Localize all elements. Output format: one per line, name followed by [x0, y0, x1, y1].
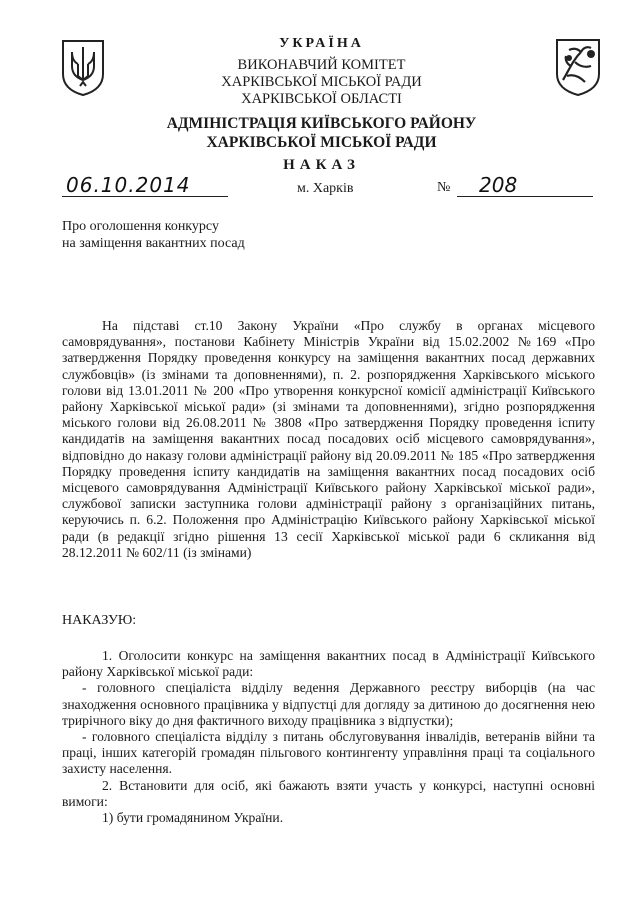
item-2-requirement-1: 1) бути громадянином України. [102, 810, 284, 826]
country-name: УКРАЇНА [279, 36, 364, 51]
item-1: 1. Оголосити конкурс на заміщення вакантних посад в Адміністрації Київського району Харківської міської ради: [62, 648, 595, 680]
order-word: НАКАЗУЮ: [62, 613, 137, 628]
order-subject: Про оголошення конкурсу на заміщення вакантних посад [62, 219, 245, 251]
item-1-position-b: - головного спеціаліста відділу з питань обслуговування інвалідів, ветеранів війни та праці, інших категорій громадян пільгового контингенту управління праці та соціального захисту населення. [62, 729, 595, 777]
order-items [62, 648, 595, 826]
administration-name: АДМІНІСТРАЦІЯ КИЇВСЬКОГО РАЙОНУ ХАРКІВСЬКОЇ МІСЬКОЇ РАДИ [166, 115, 477, 151]
handwritten-number: 208 [479, 173, 518, 197]
number-label: № [437, 180, 451, 195]
item-2: 2. Встановити для осіб, які бажають взяти участь у конкурсі, наступні основні вимоги: [62, 777, 595, 809]
preamble-paragraph: На підставі ст.10 Закону України «Про службу в органах місцевого самоврядування», постанови Кабінету Міністрів України від 15.02.2002 №169 «Про затвердження Порядку проведення конкурсу на заміщення вакантних посад державних службовців» (із змінами та доповненнями), п. 2. розпорядження Харківського міського голови від 13.01.2011 № 200 «Про утворення конкурсної комісії адміністрації Київського району Харківської міської ради» (зі змінами та доповненнями), згідно розпорядження міського голови від 26.08.2011 № 3808 «Про затвердження Порядку проведення іспиту кандидатів на заміщення вакантних посад посадових осіб місцевого самоврядування», відповідно до наказу голови адміністрації району від 20.09.2011 № 185 «Про затвердження Порядку проведення іспиту кандидатів на заміщення вакантних посад посадових осіб місцевого самоврядування Адміністрації Київського району Харківської міської ради», службової записки заступника голови адміністрації району з організаційних питань, керуючись п. 6.2. Положення про Адміністрацію Київського району Харківської міської ради (в редакції згідно рішення 13 сесії Харківської міської ради 6 скликання від 28.12.2011 № 602/11 (із змінами) [62, 318, 595, 560]
document-type: НАКАЗ [283, 157, 360, 173]
number-field [457, 172, 593, 197]
organization-name: ВИКОНАВЧИЙ КОМІТЕТ ХАРКІВСЬКОЇ МІСЬКОЇ РАДИ ХАРКІВСЬКОЇ ОБЛАСТІ [221, 57, 422, 107]
city-label: м. Харків [297, 181, 354, 196]
date-field [62, 172, 228, 197]
item-1-position-a: - головного спеціаліста відділу ведення Державного реєстру виборців (на час знаходження основного працівника у відпустці для догляду за дитиною до досягнення нею трирічного віку до дня фактичного виходу працівника з відпустки); [62, 680, 595, 728]
handwritten-date: 06.10.2014 [66, 173, 191, 197]
